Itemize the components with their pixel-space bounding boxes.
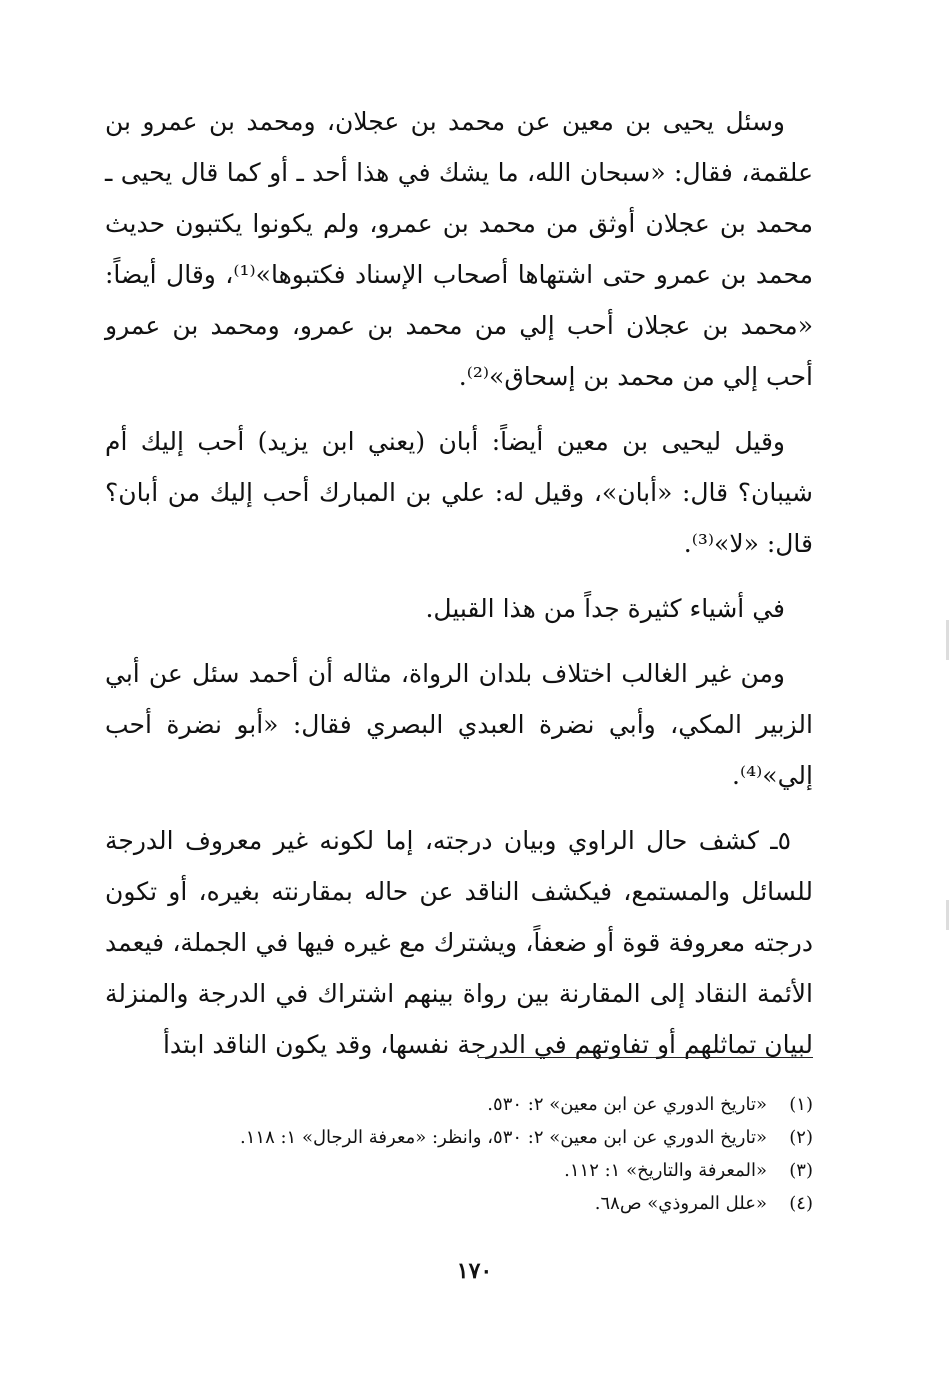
footnote-text: «تاريخ الدوري عن ابن معين» ٢: ٥٣٠، وانظر: «معرفة الرجال» ١: ١١٨. xyxy=(240,1127,767,1148)
footnote-number: (٣) xyxy=(789,1160,813,1181)
paragraph-2: وقيل ليحيى بن معين أيضاً: أبان (يعني ابن يزيد) أحب إليك أم شيبان؟ قال: «أبان»، وقيل له: علي بن المبارك أحب إليك من أبان؟ قال: «لا»⁽³⁾. xyxy=(105,427,813,558)
footnote-number: (١) xyxy=(789,1094,813,1115)
footnote-text: «تاريخ الدوري عن ابن معين» ٢: ٥٣٠. xyxy=(487,1094,767,1115)
footnote-text: «المعرفة والتاريخ» ١: ١١٢. xyxy=(564,1160,767,1181)
paragraph-3: في أشياء كثيرة جداً من هذا القبيل. xyxy=(425,594,785,623)
main-text xyxy=(105,96,813,1084)
footnote-4 xyxy=(105,1187,813,1220)
footnote-number: (٤) xyxy=(789,1193,813,1214)
footnote-number: (٢) xyxy=(789,1127,813,1148)
footnote-1 xyxy=(105,1088,813,1121)
paragraph-1: وسئل يحيى بن معين عن محمد بن عجلان، ومحمد بن عمرو بن علقمة، فقال: «سبحان الله، ما يشك في هذا أحد ـ أو كما قال يحيى ـ محمد بن عجلان أوثق من محمد بن عمرو، ولم يكونوا يكتبون حديث محمد بن عمرو حتى اشتهاها أصحاب الإسناد فكتبوها»⁽¹⁾، وقال أيضاً: «محمد بن عجلان أحب إلي من محمد بن عمرو، ومحمد بن عمرو أحب إلي من محمد بن إسحاق»⁽²⁾. xyxy=(105,107,813,391)
footnote-text: «علل المروذي» ص٦٨. xyxy=(594,1193,767,1214)
footnote-separator xyxy=(478,1057,813,1058)
footnote-2 xyxy=(105,1121,813,1154)
footnote-3 xyxy=(105,1154,813,1187)
paragraph-5: ٥ـ كشف حال الراوي وبيان درجته، إما لكونه غير معروف الدرجة للسائل والمستمع، فيكشف الناقد عن حاله بمقارنته بغيره، أو تكون درجته معروفة قوة أو ضعفاً، ويشترك مع غيره فيها في الجملة، فيعمد الأئمة النقاد إلى المقارنة بين رواة بينهم اشتراك في الدرجة والمنزلة لبيان تماثلهم أو تفاوتهم في الدرجة نفسها، وقد يكون الناقد ابتدأ xyxy=(105,826,813,1059)
page-number: ١٧٠ xyxy=(456,1258,493,1284)
footnotes xyxy=(105,1088,813,1220)
paragraph-4: ومن غير الغالب اختلاف بلدان الرواة، مثاله أن أحمد سئل عن أبي الزبير المكي، وأبي نضرة العبدي البصري فقال: «أبو نضرة أحب إلي»⁽⁴⁾. xyxy=(105,659,813,790)
